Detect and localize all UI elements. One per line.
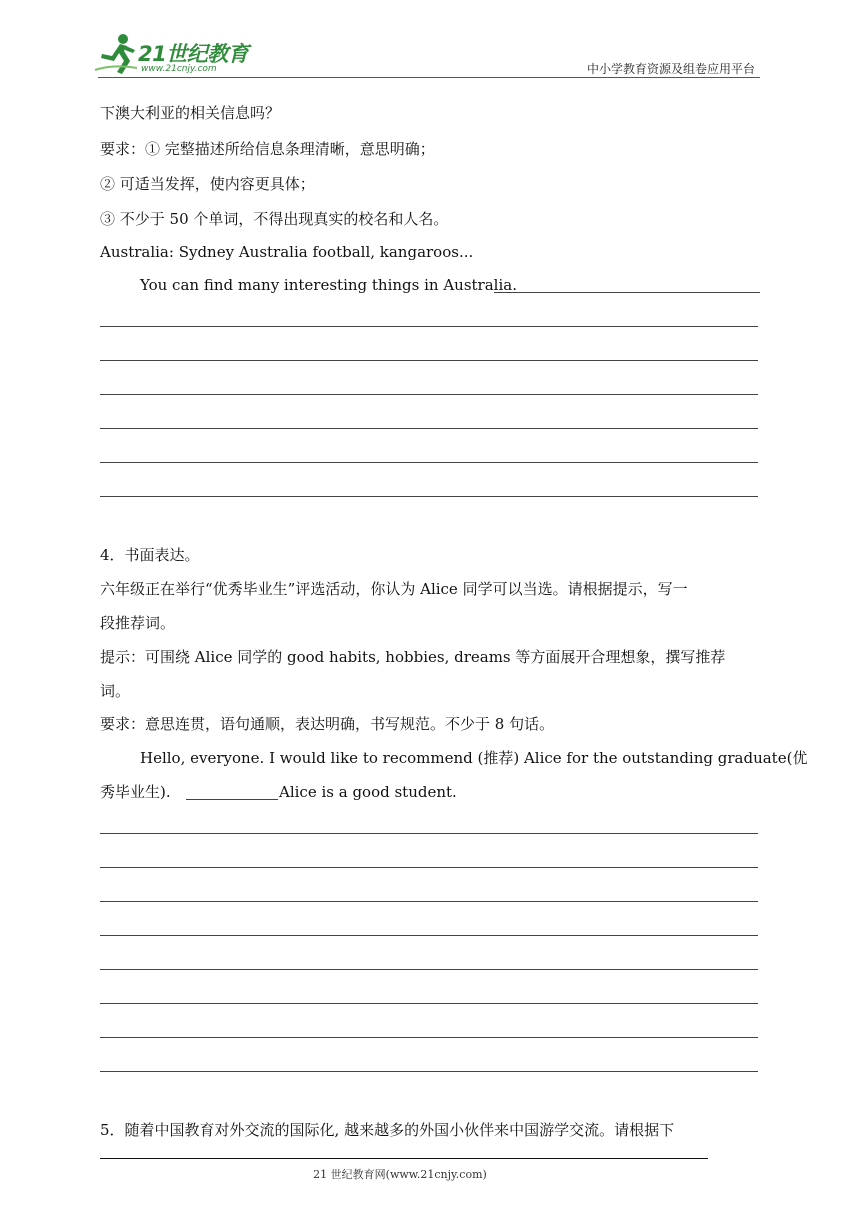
page-footer	[0, 1166, 860, 1182]
q4-hint-line-1: 提示：可围绕 Alice 同学的 good habits, hobbies, dreams 等方面展开合理想象，撰写推荐	[100, 648, 726, 666]
writing-line[interactable]	[100, 496, 758, 497]
writing-line[interactable]	[100, 428, 758, 429]
q4-hint-line-2: 词。	[100, 682, 131, 700]
q3-requirement-3: ③ 不少于 50 个单词，不得出现真实的校名和人名。	[100, 210, 449, 228]
q3-requirement-1: 要求：① 完整描述所给信息条理清晰，意思明确；	[100, 140, 435, 158]
q3-intro-tail: 下澳大利亚的相关信息吗？	[100, 104, 281, 122]
writing-line[interactable]	[100, 462, 758, 463]
footer-divider	[100, 1158, 708, 1159]
q4-prompt-line-1: 六年级正在举行“优秀毕业生”评选活动，你认为 Alice 同学可以当选。请根据提示，写一	[100, 580, 688, 598]
q3-requirement-2: ② 可适当发挥，使内容更具体；	[100, 175, 315, 193]
logo	[93, 32, 263, 80]
q4-prompt-line-2: 段推荐词。	[100, 614, 176, 632]
q3-hint: Australia: Sydney Australia football, kangaroos...	[100, 243, 474, 261]
q4-requirement: 要求：意思连贯，语句通顺，表达明确，书写规范。不少于 8 句话。	[100, 715, 555, 733]
q5-text: 5．随着中国教育对外交流的国际化, 越来越多的外国小伙伴来中国游学交流。请根据下	[100, 1121, 675, 1139]
blank-line[interactable]	[186, 799, 278, 800]
writing-line[interactable]	[100, 1003, 758, 1004]
writing-line[interactable]	[100, 901, 758, 902]
runner-logo-icon	[93, 32, 139, 76]
platform-label: 中小学教育资源及组卷应用平台	[586, 62, 755, 76]
logo-text: 21世纪教育	[138, 42, 249, 66]
writing-line[interactable]	[100, 326, 758, 327]
writing-line[interactable]	[494, 292, 760, 293]
q3-start-sentence: You can find many interesting things in Australia.	[140, 276, 517, 294]
writing-line[interactable]	[100, 833, 758, 834]
header-divider	[98, 77, 760, 78]
writing-line[interactable]	[100, 1037, 758, 1038]
q4-start-line-2a: 秀毕业生).	[100, 783, 171, 801]
q4-title: 4．书面表达。	[100, 546, 200, 564]
q4-start-line-1: Hello, everyone. I would like to recommend (推荐) Alice for the outstanding graduate(优	[140, 749, 808, 767]
writing-line[interactable]	[100, 1071, 758, 1072]
writing-line[interactable]	[100, 935, 758, 936]
writing-line[interactable]	[100, 867, 758, 868]
footer-text: 21 世纪教育网(www.21cnjy.com)	[313, 1168, 487, 1181]
writing-line[interactable]	[100, 360, 758, 361]
page-header	[0, 0, 860, 80]
writing-line[interactable]	[100, 394, 758, 395]
logo-url: www.21cnjy.com	[141, 64, 217, 74]
q4-start-line-2b: Alice is a good student.	[279, 783, 457, 801]
writing-line[interactable]	[100, 969, 758, 970]
